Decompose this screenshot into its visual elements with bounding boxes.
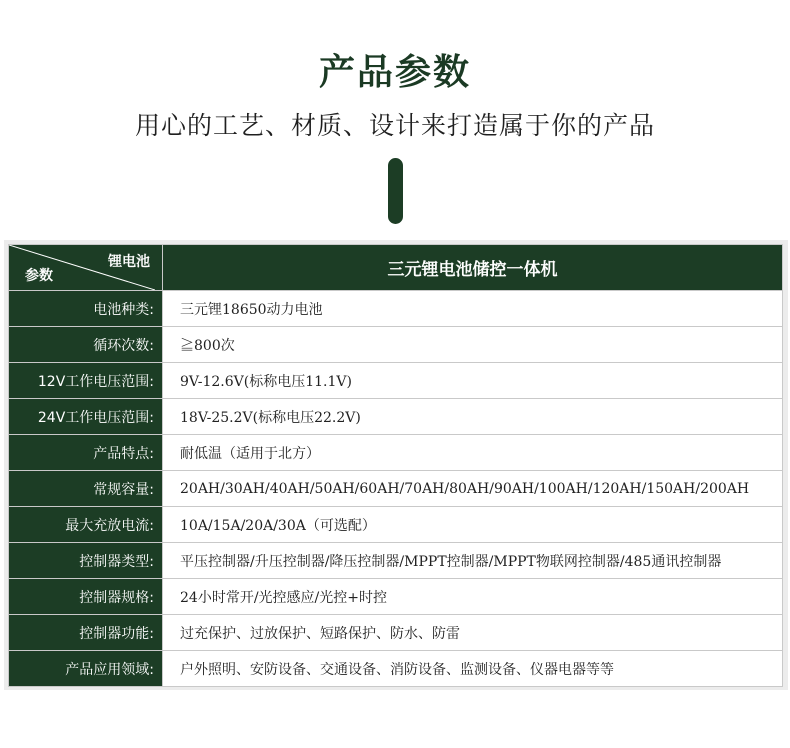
row-value: 10A/15A/20A/30A（可选配） xyxy=(163,507,783,543)
row-label: 产品应用领域: xyxy=(9,651,163,687)
row-label: 最大充放电流: xyxy=(9,507,163,543)
table-row xyxy=(9,399,783,435)
row-label: 控制器规格: xyxy=(9,579,163,615)
row-value: 耐低温（适用于北方） xyxy=(163,435,783,471)
divider-bar xyxy=(388,158,403,224)
table-row xyxy=(9,543,783,579)
table-row xyxy=(9,651,783,687)
row-label: 循环次数: xyxy=(9,327,163,363)
row-value: 过充保护、过放保护、短路保护、防水、防雷 xyxy=(163,615,783,651)
spec-table xyxy=(8,244,783,687)
row-label: 控制器类型: xyxy=(9,543,163,579)
row-label: 24V工作电压范围: xyxy=(9,399,163,435)
corner-label-bottom: 参数 xyxy=(25,268,53,284)
row-label: 控制器功能: xyxy=(9,615,163,651)
table-row xyxy=(9,435,783,471)
row-value: ≧800次 xyxy=(163,327,783,363)
table-row xyxy=(9,579,783,615)
table-row xyxy=(9,291,783,327)
row-label: 12V工作电压范围: xyxy=(9,363,163,399)
row-label: 常规容量: xyxy=(9,471,163,507)
table-row xyxy=(9,471,783,507)
page-title: 产品参数 xyxy=(318,52,471,93)
row-value: 9V-12.6V(标称电压11.1V) xyxy=(163,363,783,399)
column-title: 三元锂电池储控一体机 xyxy=(163,245,783,291)
row-value: 三元锂18650动力电池 xyxy=(163,291,783,327)
table-header-row xyxy=(9,245,783,291)
corner-label-top: 锂电池 xyxy=(108,254,150,270)
table-row xyxy=(9,363,783,399)
corner-header-cell xyxy=(9,245,163,291)
row-value: 18V-25.2V(标称电压22.2V) xyxy=(163,399,783,435)
row-value: 20AH/30AH/40AH/50AH/60AH/70AH/80AH/90AH/100AH/120AH/150AH/200AH xyxy=(163,471,783,507)
row-value: 平压控制器/升压控制器/降压控制器/MPPT控制器/MPPT物联网控制器/485通讯控制器 xyxy=(163,543,783,579)
row-label: 产品特点: xyxy=(9,435,163,471)
row-value: 24小时常开/光控感应/光控+时控 xyxy=(163,579,783,615)
table-row xyxy=(9,615,783,651)
table-row xyxy=(9,327,783,363)
table-row xyxy=(9,507,783,543)
row-value: 户外照明、安防设备、交通设备、消防设备、监测设备、仪器电器等等 xyxy=(163,651,783,687)
page-subtitle: 用心的工艺、材质、设计来打造属于你的产品 xyxy=(134,111,655,140)
row-label: 电池种类: xyxy=(9,291,163,327)
